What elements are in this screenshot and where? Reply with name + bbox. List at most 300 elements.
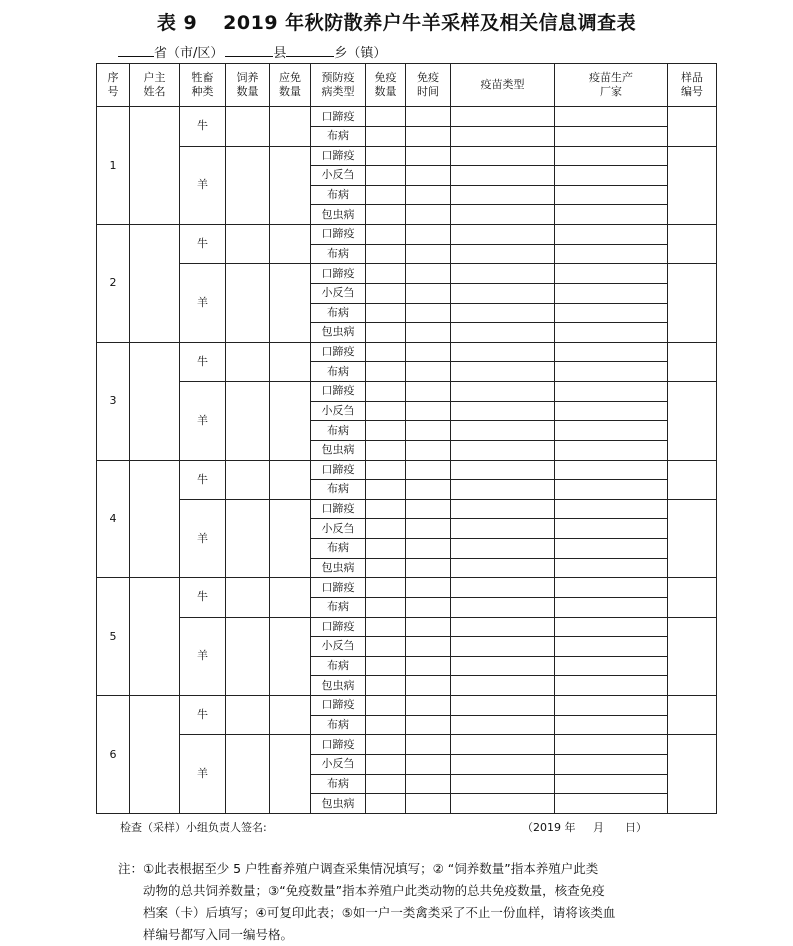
animal-type: 牛: [180, 107, 226, 146]
immunized-count-cell[interactable]: [366, 126, 406, 146]
should-immunize-cell[interactable]: [270, 578, 311, 617]
disease-type: 口蹄疫: [311, 696, 366, 716]
should-immunize-cell[interactable]: [270, 264, 311, 343]
should-immunize-cell[interactable]: [270, 146, 311, 225]
vaccine-type-cell[interactable]: [451, 382, 555, 402]
disease-type: 小反刍: [311, 637, 366, 657]
should-immunize-cell[interactable]: [270, 342, 311, 381]
immunization-date-cell[interactable]: [406, 146, 451, 166]
stock-count-cell[interactable]: [226, 342, 270, 381]
stock-count-cell[interactable]: [226, 146, 270, 225]
immunization-date-cell[interactable]: [406, 440, 451, 460]
column-header: [130, 64, 180, 107]
disease-type: 口蹄疫: [311, 107, 366, 127]
household-number: 1: [97, 107, 130, 225]
immunized-count-cell[interactable]: [366, 401, 406, 421]
table-row: [97, 146, 717, 166]
vaccine-maker-cell[interactable]: [555, 539, 668, 559]
column-header-line: 免疫: [417, 71, 439, 85]
immunized-count-cell[interactable]: [366, 676, 406, 696]
immunization-date-cell[interactable]: [406, 421, 451, 441]
immunization-date-cell[interactable]: [406, 225, 451, 245]
vaccine-maker-cell[interactable]: [555, 715, 668, 735]
sample-id-cell[interactable]: [668, 499, 717, 578]
immunization-date-cell[interactable]: [406, 558, 451, 578]
immunization-date-cell[interactable]: [406, 205, 451, 225]
animal-type: 牛: [180, 696, 226, 735]
household-number: 5: [97, 578, 130, 696]
animal-type: 羊: [180, 382, 226, 461]
immunized-count-cell[interactable]: [366, 637, 406, 657]
vaccine-type-cell[interactable]: [451, 303, 555, 323]
disease-type: 小反刍: [311, 754, 366, 774]
stock-count-cell[interactable]: [226, 264, 270, 343]
immunized-count-cell[interactable]: [366, 107, 406, 127]
vaccine-type-cell[interactable]: [451, 499, 555, 519]
immunization-date-cell[interactable]: [406, 107, 451, 127]
notes: [118, 858, 688, 946]
township-blank[interactable]: [286, 43, 334, 57]
note-line: 注：①此表根据至少 5 户牲畜养殖户调查采集情况填写；② “饲养数量”指本养殖户此类: [118, 861, 599, 876]
immunized-count-cell[interactable]: [366, 519, 406, 539]
immunization-date-cell[interactable]: [406, 754, 451, 774]
sample-id-cell[interactable]: [668, 342, 717, 381]
immunized-count-cell[interactable]: [366, 617, 406, 637]
column-header-line: 姓名: [143, 85, 166, 99]
immunization-date-cell[interactable]: [406, 460, 451, 480]
column-header-line: 样品: [681, 71, 703, 85]
immunized-count-cell[interactable]: [366, 244, 406, 264]
animal-type: 牛: [180, 578, 226, 617]
immunization-date-cell[interactable]: [406, 676, 451, 696]
immunization-date-cell[interactable]: [406, 656, 451, 676]
note-line: 档案（卡）后填写；④可复印此表；⑤如一户一类禽类采了不止一份血样，请将该类血: [143, 905, 616, 920]
vaccine-maker-cell[interactable]: [555, 166, 668, 186]
table-row: [97, 617, 717, 637]
column-header-line: 种类: [191, 85, 214, 99]
vaccine-maker-cell[interactable]: [555, 558, 668, 578]
immunized-count-cell[interactable]: [366, 460, 406, 480]
vaccine-type-cell[interactable]: [451, 539, 555, 559]
column-header-line: 时间: [417, 85, 439, 99]
immunized-count-cell[interactable]: [366, 205, 406, 225]
immunization-date-cell[interactable]: [406, 342, 451, 362]
disease-type: 口蹄疫: [311, 578, 366, 598]
column-header: [366, 64, 406, 107]
column-header-line: 户主: [143, 71, 166, 85]
immunized-count-cell[interactable]: [366, 597, 406, 617]
stock-count-cell[interactable]: [226, 617, 270, 696]
vaccine-maker-cell[interactable]: [555, 754, 668, 774]
sample-id-cell[interactable]: [668, 382, 717, 461]
stock-count-cell[interactable]: [226, 225, 270, 264]
vaccine-type-cell[interactable]: [451, 676, 555, 696]
owner-name-cell[interactable]: [130, 460, 180, 578]
household-number: 3: [97, 342, 130, 460]
should-immunize-cell[interactable]: [270, 382, 311, 461]
region-line: [118, 42, 386, 61]
disease-type: 包虫病: [311, 558, 366, 578]
township-label: 乡（镇）: [334, 46, 387, 61]
sample-id-cell[interactable]: [668, 696, 717, 735]
disease-type: 包虫病: [311, 205, 366, 225]
immunized-count-cell[interactable]: [366, 480, 406, 500]
vaccine-type-cell[interactable]: [451, 637, 555, 657]
table-row: [97, 264, 717, 284]
vaccine-type-cell[interactable]: [451, 225, 555, 245]
animal-type: 牛: [180, 342, 226, 381]
immunized-count-cell[interactable]: [366, 362, 406, 382]
animal-type: 羊: [180, 617, 226, 696]
vaccine-maker-cell[interactable]: [555, 637, 668, 657]
disease-type: 口蹄疫: [311, 617, 366, 637]
province-blank[interactable]: [118, 43, 154, 57]
table-row: [97, 460, 717, 480]
sample-id-cell[interactable]: [668, 735, 717, 814]
column-header-line: 序: [107, 71, 119, 85]
vaccine-maker-cell[interactable]: [555, 735, 668, 755]
immunized-count-cell[interactable]: [366, 499, 406, 519]
immunized-count-cell[interactable]: [366, 735, 406, 755]
vaccine-maker-cell[interactable]: [555, 499, 668, 519]
vaccine-maker-cell[interactable]: [555, 303, 668, 323]
animal-type: 羊: [180, 264, 226, 343]
vaccine-maker-cell[interactable]: [555, 264, 668, 284]
immunized-count-cell[interactable]: [366, 656, 406, 676]
disease-type: 布病: [311, 362, 366, 382]
immunized-count-cell[interactable]: [366, 303, 406, 323]
immunization-date-cell[interactable]: [406, 185, 451, 205]
column-header: [180, 64, 226, 107]
vaccine-type-cell[interactable]: [451, 735, 555, 755]
vaccine-maker-cell[interactable]: [555, 656, 668, 676]
vaccine-maker-cell[interactable]: [555, 401, 668, 421]
vaccine-type-cell[interactable]: [451, 715, 555, 735]
county-label: 县: [273, 46, 287, 61]
immunization-date-cell[interactable]: [406, 166, 451, 186]
immunized-count-cell[interactable]: [366, 225, 406, 245]
immunized-count-cell[interactable]: [366, 539, 406, 559]
column-header: [451, 64, 555, 107]
table-row: [97, 696, 717, 716]
immunization-date-cell[interactable]: [406, 480, 451, 500]
vaccine-maker-cell[interactable]: [555, 794, 668, 814]
column-header-line: 疫苗类型: [480, 78, 525, 92]
owner-name-cell[interactable]: [130, 107, 180, 225]
vaccine-type-cell[interactable]: [451, 107, 555, 127]
immunization-date-cell[interactable]: [406, 715, 451, 735]
immunization-date-cell[interactable]: [406, 519, 451, 539]
vaccine-type-cell[interactable]: [451, 460, 555, 480]
should-immunize-cell[interactable]: [270, 735, 311, 814]
vaccine-type-cell[interactable]: [451, 774, 555, 794]
immunized-count-cell[interactable]: [366, 774, 406, 794]
vaccine-type-cell[interactable]: [451, 146, 555, 166]
immunized-count-cell[interactable]: [366, 578, 406, 598]
vaccine-maker-cell[interactable]: [555, 244, 668, 264]
vaccine-maker-cell[interactable]: [555, 480, 668, 500]
table-row: [97, 225, 717, 245]
household-number: 2: [97, 225, 130, 343]
disease-type: 口蹄疫: [311, 735, 366, 755]
disease-type: 口蹄疫: [311, 499, 366, 519]
column-header-line: 数量: [374, 85, 397, 99]
column-header-line: 厂家: [600, 85, 622, 99]
immunized-count-cell[interactable]: [366, 558, 406, 578]
vaccine-type-cell[interactable]: [451, 597, 555, 617]
vaccine-maker-cell[interactable]: [555, 578, 668, 598]
vaccine-type-cell[interactable]: [451, 519, 555, 539]
disease-type: 包虫病: [311, 794, 366, 814]
disease-type: 口蹄疫: [311, 382, 366, 402]
vaccine-maker-cell[interactable]: [555, 283, 668, 303]
should-immunize-cell[interactable]: [270, 225, 311, 264]
immunization-date-cell[interactable]: [406, 597, 451, 617]
immunized-count-cell[interactable]: [366, 146, 406, 166]
vaccine-maker-cell[interactable]: [555, 225, 668, 245]
table-row: [97, 342, 717, 362]
stock-count-cell[interactable]: [226, 696, 270, 735]
disease-type: 布病: [311, 303, 366, 323]
column-header: [668, 64, 717, 107]
disease-type: 布病: [311, 421, 366, 441]
should-immunize-cell[interactable]: [270, 499, 311, 578]
animal-type: 羊: [180, 499, 226, 578]
column-header-line: 牲畜: [191, 71, 214, 85]
date-label: （2019 年 月 日）: [522, 821, 647, 834]
stock-count-cell[interactable]: [226, 382, 270, 461]
immunization-date-cell[interactable]: [406, 264, 451, 284]
vaccine-maker-cell[interactable]: [555, 185, 668, 205]
vaccine-maker-cell[interactable]: [555, 519, 668, 539]
sample-id-cell[interactable]: [668, 107, 717, 146]
disease-type: 小反刍: [311, 401, 366, 421]
vaccine-type-cell[interactable]: [451, 126, 555, 146]
should-immunize-cell[interactable]: [270, 696, 311, 735]
vaccine-type-cell[interactable]: [451, 362, 555, 382]
disease-type: 口蹄疫: [311, 225, 366, 245]
vaccine-type-cell[interactable]: [451, 480, 555, 500]
disease-type: 布病: [311, 480, 366, 500]
disease-type: 布病: [311, 656, 366, 676]
column-header-line: 病类型: [321, 85, 355, 99]
note-line: 样编号都写入同一编号格。: [143, 927, 294, 942]
disease-type: 小反刍: [311, 166, 366, 186]
immunization-date-cell[interactable]: [406, 499, 451, 519]
immunized-count-cell[interactable]: [366, 185, 406, 205]
household-number: 6: [97, 696, 130, 814]
immunized-count-cell[interactable]: [366, 754, 406, 774]
vaccine-maker-cell[interactable]: [555, 774, 668, 794]
immunization-date-cell[interactable]: [406, 539, 451, 559]
vaccine-type-cell[interactable]: [451, 794, 555, 814]
column-header-line: 预防疫: [321, 71, 355, 85]
vaccine-maker-cell[interactable]: [555, 146, 668, 166]
immunized-count-cell[interactable]: [366, 382, 406, 402]
immunization-date-cell[interactable]: [406, 735, 451, 755]
column-header-line: 号: [107, 85, 119, 99]
vaccine-type-cell[interactable]: [451, 696, 555, 716]
table-row: [97, 107, 717, 127]
vaccine-maker-cell[interactable]: [555, 617, 668, 637]
immunization-date-cell[interactable]: [406, 382, 451, 402]
vaccine-maker-cell[interactable]: [555, 362, 668, 382]
page-title: [0, 8, 793, 35]
disease-type: 布病: [311, 244, 366, 264]
vaccine-type-cell[interactable]: [451, 401, 555, 421]
vaccine-maker-cell[interactable]: [555, 696, 668, 716]
immunized-count-cell[interactable]: [366, 264, 406, 284]
column-header: [311, 64, 366, 107]
column-header-line: 数量: [236, 85, 259, 99]
sample-id-cell[interactable]: [668, 264, 717, 343]
vaccine-maker-cell[interactable]: [555, 126, 668, 146]
vaccine-type-cell[interactable]: [451, 754, 555, 774]
disease-type: 布病: [311, 185, 366, 205]
immunized-count-cell[interactable]: [366, 323, 406, 343]
sample-id-cell[interactable]: [668, 225, 717, 264]
immunized-count-cell[interactable]: [366, 696, 406, 716]
immunization-date-cell[interactable]: [406, 401, 451, 421]
column-header-line: 免疫: [374, 71, 397, 85]
table-title: 2019 年秋防散养户牛羊采样及相关信息调查表: [223, 12, 637, 34]
column-header-line: 数量: [279, 85, 301, 99]
immunization-date-cell[interactable]: [406, 323, 451, 343]
vaccine-type-cell[interactable]: [451, 558, 555, 578]
immunized-count-cell[interactable]: [366, 283, 406, 303]
immunization-date-cell[interactable]: [406, 774, 451, 794]
column-header: [97, 64, 130, 107]
note-line: 动物的总共饲养数量；③“免疫数量”指本养殖户此类动物的总共免疫数量，核查免疫: [143, 883, 605, 898]
immunized-count-cell[interactable]: [366, 715, 406, 735]
vaccine-type-cell[interactable]: [451, 166, 555, 186]
disease-type: 布病: [311, 715, 366, 735]
disease-type: 布病: [311, 539, 366, 559]
owner-name-cell[interactable]: [130, 225, 180, 343]
column-header-line: 编号: [681, 85, 703, 99]
vaccine-maker-cell[interactable]: [555, 205, 668, 225]
vaccine-maker-cell[interactable]: [555, 460, 668, 480]
immunization-date-cell[interactable]: [406, 303, 451, 323]
stock-count-cell[interactable]: [226, 107, 270, 146]
vaccine-maker-cell[interactable]: [555, 676, 668, 696]
table-row: [97, 499, 717, 519]
disease-type: 布病: [311, 126, 366, 146]
column-header: [555, 64, 668, 107]
stock-count-cell[interactable]: [226, 578, 270, 617]
immunization-date-cell[interactable]: [406, 362, 451, 382]
disease-type: 口蹄疫: [311, 146, 366, 166]
immunization-date-cell[interactable]: [406, 578, 451, 598]
immunized-count-cell[interactable]: [366, 794, 406, 814]
vaccine-maker-cell[interactable]: [555, 382, 668, 402]
vaccine-type-cell[interactable]: [451, 421, 555, 441]
immunization-date-cell[interactable]: [406, 126, 451, 146]
disease-type: 包虫病: [311, 440, 366, 460]
vaccine-type-cell[interactable]: [451, 244, 555, 264]
vaccine-type-cell[interactable]: [451, 185, 555, 205]
sample-id-cell[interactable]: [668, 617, 717, 696]
column-header: [226, 64, 270, 107]
disease-type: 小反刍: [311, 283, 366, 303]
table-row: [97, 578, 717, 598]
vaccine-type-cell[interactable]: [451, 323, 555, 343]
animal-type: 牛: [180, 225, 226, 264]
vaccine-maker-cell[interactable]: [555, 323, 668, 343]
owner-name-cell[interactable]: [130, 696, 180, 814]
table-row: [97, 735, 717, 755]
column-header: [270, 64, 311, 107]
animal-type: 羊: [180, 146, 226, 225]
animal-type: 牛: [180, 460, 226, 499]
should-immunize-cell[interactable]: [270, 107, 311, 146]
immunization-date-cell[interactable]: [406, 244, 451, 264]
immunized-count-cell[interactable]: [366, 440, 406, 460]
vaccine-maker-cell[interactable]: [555, 107, 668, 127]
immunization-date-cell[interactable]: [406, 283, 451, 303]
vaccine-type-cell[interactable]: [451, 578, 555, 598]
owner-name-cell[interactable]: [130, 342, 180, 460]
vaccine-type-cell[interactable]: [451, 656, 555, 676]
disease-type: 口蹄疫: [311, 342, 366, 362]
immunization-date-cell[interactable]: [406, 617, 451, 637]
column-header-line: 应免: [279, 71, 301, 85]
vaccine-maker-cell[interactable]: [555, 597, 668, 617]
sample-id-cell[interactable]: [668, 460, 717, 499]
vaccine-maker-cell[interactable]: [555, 342, 668, 362]
survey-table: [96, 63, 717, 814]
vaccine-maker-cell[interactable]: [555, 440, 668, 460]
sample-id-cell[interactable]: [668, 146, 717, 225]
signature-label: 检查（采样）小组负责人签名:: [120, 821, 267, 834]
disease-type: 口蹄疫: [311, 264, 366, 284]
immunized-count-cell[interactable]: [366, 421, 406, 441]
county-blank[interactable]: [225, 43, 273, 57]
vaccine-type-cell[interactable]: [451, 205, 555, 225]
vaccine-type-cell[interactable]: [451, 440, 555, 460]
immunization-date-cell[interactable]: [406, 696, 451, 716]
immunized-count-cell[interactable]: [366, 342, 406, 362]
column-header-line: 饲养: [236, 71, 259, 85]
household-number: 4: [97, 460, 130, 578]
animal-type: 羊: [180, 735, 226, 814]
should-immunize-cell[interactable]: [270, 460, 311, 499]
vaccine-type-cell[interactable]: [451, 283, 555, 303]
table-number: 表 9: [156, 12, 198, 34]
immunization-date-cell[interactable]: [406, 794, 451, 814]
owner-name-cell[interactable]: [130, 578, 180, 696]
immunization-date-cell[interactable]: [406, 637, 451, 657]
table-row: [97, 382, 717, 402]
header-row: [97, 64, 717, 107]
immunized-count-cell[interactable]: [366, 166, 406, 186]
vaccine-type-cell[interactable]: [451, 617, 555, 637]
vaccine-type-cell[interactable]: [451, 342, 555, 362]
should-immunize-cell[interactable]: [270, 617, 311, 696]
vaccine-maker-cell[interactable]: [555, 421, 668, 441]
stock-count-cell[interactable]: [226, 735, 270, 814]
sample-id-cell[interactable]: [668, 578, 717, 617]
column-header: [406, 64, 451, 107]
disease-type: 布病: [311, 774, 366, 794]
vaccine-type-cell[interactable]: [451, 264, 555, 284]
stock-count-cell[interactable]: [226, 460, 270, 499]
disease-type: 包虫病: [311, 323, 366, 343]
stock-count-cell[interactable]: [226, 499, 270, 578]
disease-type: 包虫病: [311, 676, 366, 696]
column-header-line: 疫苗生产: [589, 71, 633, 85]
disease-type: 口蹄疫: [311, 460, 366, 480]
